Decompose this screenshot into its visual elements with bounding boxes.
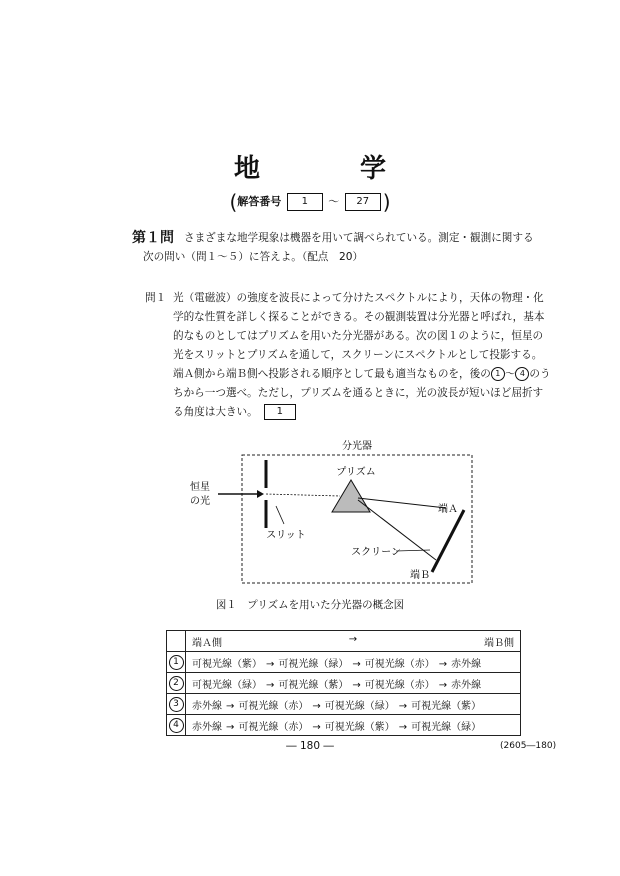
screen-bar	[432, 510, 464, 572]
page-code: (2605―180)	[500, 741, 557, 751]
answer-number-first: 1	[287, 193, 323, 211]
table-header-row	[167, 631, 521, 652]
header-arrow: →	[348, 633, 358, 645]
page-number: ― 180 ―	[286, 740, 334, 752]
header-end-b: 端Ｂ側	[483, 637, 514, 649]
answer-number-range: (解答番号 1 ～ 27 )	[229, 190, 391, 214]
problem-line-4: 光をスリットとプリズムを通して，スクリーンにスペクトルとして投影する。	[173, 349, 543, 361]
option-text-2: 可視光線（緑） → 可視光線（紫） → 可視光線（赤） → 赤外線	[186, 673, 521, 694]
choice-tilde: ～	[504, 368, 516, 380]
figure-caption: 図１ プリズムを用いた分光器の概念図	[215, 599, 405, 611]
star-light-label-2: の光	[190, 496, 210, 507]
choice-last-circle: 4	[515, 367, 529, 381]
option-text-4: 赤外線 → 可視光線（赤） → 可視光線（紫） → 可視光線（緑）	[186, 715, 521, 736]
problem-line-5-text: 端Ａ側から端Ｂ側へ投影される順序として最も適当なものを，後の	[173, 368, 491, 380]
option-number-1: 1	[169, 655, 184, 670]
spectrometer-diagram	[180, 438, 480, 590]
option-row-4	[167, 715, 521, 736]
options-table	[166, 630, 521, 736]
screen-label: スクリーン	[351, 547, 401, 558]
option-row-3	[167, 694, 521, 715]
option-row-1	[167, 652, 521, 673]
answer-number-last: 27	[345, 193, 381, 211]
option-number-2: 2	[169, 676, 184, 691]
option-number-4: 4	[169, 718, 184, 733]
end-a-label: 端Ａ	[438, 504, 458, 515]
intro-line-2: 次の問い（問１～５）に答えよ。（配点 20）	[143, 251, 364, 263]
spectrometer-label: 分光器	[342, 441, 372, 452]
problem-line-7-text: る角度は大きい。	[173, 406, 258, 418]
problem-line-7	[173, 404, 296, 420]
intro-line-1: さまざまな地学現象は機器を用いて調べられている。測定・観測に関する	[184, 232, 534, 244]
slit-leader-line	[276, 506, 284, 524]
problem-line-1: 光（電磁波）の強度を波長によって分けたスペクトルにより，天体の物理・化	[173, 292, 544, 304]
option-text-1: 可視光線（紫） → 可視光線（緑） → 可視光線（赤） → 赤外線	[186, 652, 521, 673]
answer-number-tilde: ～	[328, 195, 340, 208]
problem-label: 問１	[145, 292, 167, 304]
page-title	[0, 148, 620, 185]
choice-tail: のう	[529, 368, 551, 380]
slit-label: スリット	[266, 530, 306, 541]
ray-to-end-a	[358, 498, 446, 508]
choice-first-circle: 1	[491, 367, 505, 381]
title-char-right: 学	[360, 154, 387, 184]
option-row-2	[167, 673, 521, 694]
option-text-3: 赤外線 → 可視光線（赤） → 可視光線（緑） → 可視光線（紫）	[186, 694, 521, 715]
answer-number-label: 解答番号	[237, 195, 282, 208]
problem-line-5	[173, 366, 551, 381]
option-number-3: 3	[169, 697, 184, 712]
problem-line-2: 学的な性質を詳しく探ることができる。その観測装置は分光器と呼ばれ，基本	[173, 311, 545, 323]
answer-box: 1	[264, 404, 296, 420]
title-char-left: 地	[233, 154, 260, 184]
problem-line-6: ちから一つ選べ。ただし，プリズムを通るときに，光の波長が短いほど屈折す	[173, 387, 544, 399]
question-heading: 第１問	[132, 230, 174, 246]
arrow-head-icon	[257, 490, 264, 498]
header-end-a: 端Ａ側	[192, 637, 222, 649]
light-beam	[266, 494, 340, 496]
end-b-label: 端Ｂ	[410, 570, 430, 581]
star-light-label-1: 恒星	[190, 482, 210, 493]
prism-label: プリズム	[336, 467, 376, 478]
problem-line-3: 的なものとしてはプリズムを用いた分光器がある。次の図１のように，恒星の	[173, 330, 544, 342]
